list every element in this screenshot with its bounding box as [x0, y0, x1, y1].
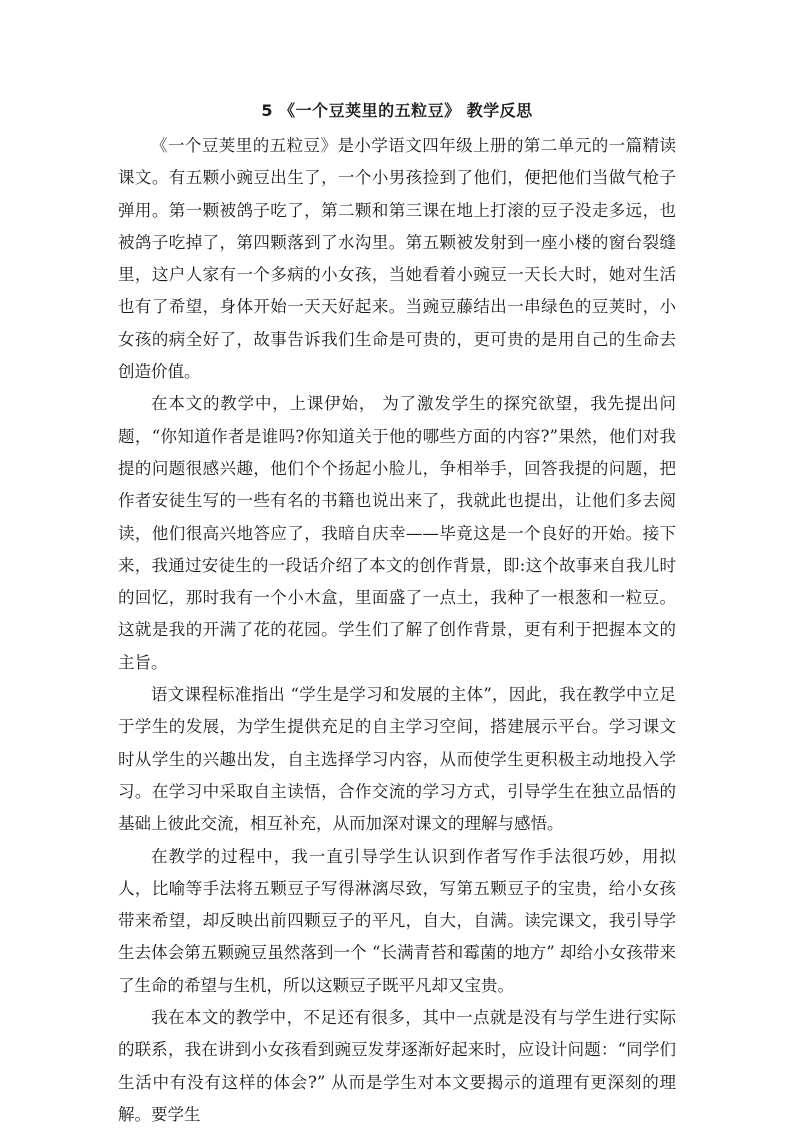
- document-title: 5 《一个豆荚里的五粒豆》 教学反思: [261, 101, 533, 120]
- paragraph-1: 《一个豆荚里的五粒豆》是小学语文四年级上册的第二单元的一篇精读课文。有五颗小豌豆出生了，一个小男孩捡到了他们，便把他们当做气枪子弹用。第一颗被鸽子吃了，第二颗和第三课在地上打滚的豆子没走多远，也被鸽子吃掉了，第四颗落到了水沟里。第五颗被发射到一座小楼的窗台裂缝里，这户人家有一个多病的小女孩，当她看着小豌豆一天长大时，她对生活也有了希望，身体开始一天天好起来。当豌豆藤结出一串绿色的豆荚时，小女孩的病全好了，故事告诉我们生命是可贵的，更可贵的是用自己的生命去创造价值。: [118, 136, 676, 382]
- paragraph-2: 在本文的教学中，上课伊始， 为了激发学生的探究欲望，我先提出问题，“你知道作者是谁吗?你知道关于他的哪些方面的内容?”果然，他们对我提的问题很感兴趣，他们个个扬起小脸儿，争相举手，回答我提的问题，把作者安徒生写的一些有名的书籍也说出来了，我就此也提出，让他们多去阅读，他们很高兴地答应了，我暗自庆幸——毕竟这是一个良好的开始。接下来，我通过安徒生的一段话介绍了本文的创作背景，即:这个故事来自我儿时的回忆，那时我有一个小木盒，里面盛了一点土，我种了一根葱和一粒豆。这就是我的开满了花的花园。学生们了解了创作背景，更有利于把握本文的主旨。: [118, 394, 676, 672]
- paragraph-4: 在教学的过程中，我一直引导学生认识到作者写作手法很巧妙，用拟人，比喻等手法将五颗豆子写得淋漓尽致，写第五颗豆子的宝贵，给小女孩带来希望，却反映出前四颗豆子的平凡，自大，自满。读完课文，我引导学生去体会第五颗豌豆虽然落到一个 “长满青苔和霉菌的地方” 却给小女孩带来了生命的希望与生机，所以这颗豆子既平凡却又宝贵。: [118, 846, 676, 995]
- paragraph-3: 语文课程标准指出 “学生是学习和发展的主体”，因此，我在教学中立足于学生的发展，为学生提供充足的自主学习空间，搭建展示平台。学习课文时从学生的兴趣出发，自主选择学习内容，从而使学生更积极主动地投入学习。在学习中采取自主读悟，合作交流的学习方式，引导学生在独立品悟的基础上彼此交流，相互补充，从而加深对课文的理解与感悟。: [118, 685, 676, 834]
- paragraph-5: 我在本文的教学中，不足还有很多，其中一点就是没有与学生进行实际的联系，我在讲到小女孩看到豌豆发芽逐渐好起来时，应设计问题：“同学们生活中有没有这样的体会?” 从而是学生对本文要揭示的道理有更深刻的理解。要学生: [118, 1008, 676, 1124]
- document-body: [118, 130, 676, 1131]
